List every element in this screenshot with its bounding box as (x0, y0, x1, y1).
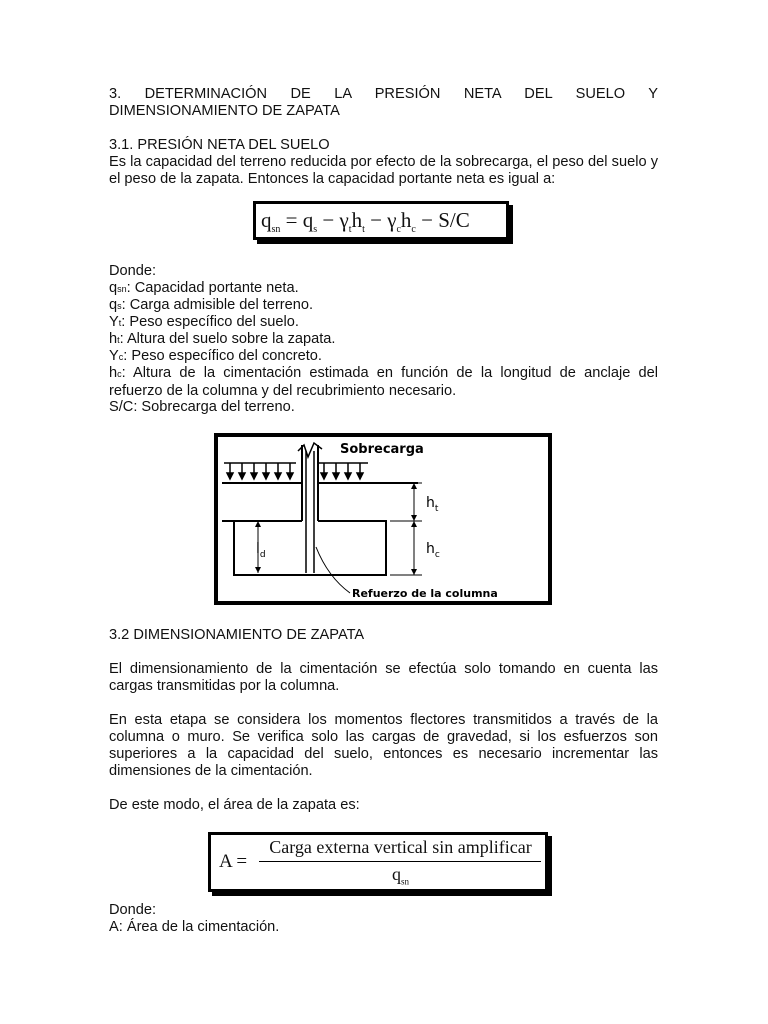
surcharge-arrows-right (318, 463, 368, 479)
formula-minus-2: − (370, 208, 382, 232)
section-32-paragraph-1: El dimensionamiento de la cimentación se efectúa solo tomando en cuenta las cargas transmitidas por la columna. (109, 661, 658, 694)
label-ht-sub: t (434, 504, 439, 514)
formula-qsn-sub: sn (271, 224, 281, 236)
footing-diagram (214, 433, 552, 605)
ht-arrow-bottom (411, 515, 417, 521)
label-ht (426, 495, 439, 514)
def-subscript: c (118, 352, 124, 362)
definition-sc (109, 399, 658, 416)
def-text: : Peso específico del suelo. (121, 314, 299, 330)
formula-gamma-t-sub: t (348, 224, 352, 236)
formula-equals: = (285, 208, 298, 232)
label-sobrecarga: Sobrecarga (340, 442, 424, 457)
hc-arrow-top (411, 521, 417, 527)
label-ld-base: l (256, 541, 260, 557)
section-32-paragraph-3: De este modo, el área de la zapata es: (109, 797, 360, 813)
def-subscript: sn (117, 284, 127, 294)
definition-yc (109, 348, 658, 366)
def-symbol: h (109, 331, 118, 347)
definition-qsn (109, 280, 658, 298)
def-text: : Peso específico del concreto. (123, 348, 322, 364)
def-text: : Carga admisible del terreno. (121, 297, 314, 313)
def-subscript: t (117, 335, 120, 345)
section-3-heading-line2: DIMENSIONAMIENTO DE ZAPATA (109, 103, 340, 119)
label-refuerzo: Refuerzo de la columna (352, 587, 498, 600)
net-pressure-formula (253, 201, 509, 240)
hc-arrow-bottom (411, 569, 417, 575)
area-formula-numerator: Carga externa vertical sin amplificar (269, 837, 532, 857)
def-subscript: c (117, 369, 122, 379)
label-hc-base: h (426, 541, 435, 557)
donde-label-2: Donde: (109, 902, 157, 918)
def-subscript: t (118, 318, 122, 328)
area-formula (208, 832, 548, 892)
formula-qsn: q (261, 208, 272, 232)
area-formula-lhs: A = (219, 851, 248, 872)
def-symbol: S/C (109, 399, 134, 415)
def-subscript: s (117, 301, 122, 311)
section-31-intro: Es la capacidad del terreno reducida por efecto de la sobrecarga, el peso del suelo y el peso de la zapata. Entonces la capacidad portante neta es igual a: (109, 154, 658, 187)
label-ld (256, 541, 266, 560)
label-hc (426, 541, 440, 560)
formula-expression (261, 207, 470, 243)
ld-arrow-bottom (255, 567, 261, 573)
footing-diagram-svg (218, 437, 548, 601)
refuerzo-leader-line (316, 547, 350, 593)
area-formula-denominator (258, 864, 543, 887)
formula-gamma-c: γ (387, 208, 397, 232)
def-symbol: Y (109, 314, 119, 330)
definition-area: A: Área de la cimentación. (109, 919, 280, 935)
def-symbol: q (109, 297, 118, 313)
formula-hc: h (400, 208, 412, 232)
formula-sc: − S/C (421, 208, 470, 232)
label-ld-sub: d (259, 550, 266, 560)
definition-qs (109, 297, 658, 315)
area-formula-fraction-bar (259, 861, 541, 862)
def-text: : Altura de la cimentación estimada en función de la longitud de anclaje del refuerzo de la columna y del recubrimiento necesario. (109, 365, 658, 399)
def-text: : Capacidad portante neta. (126, 280, 299, 296)
def-text: : Altura del suelo sobre la zapata. (119, 331, 336, 347)
formula-gamma-c-sub: c (396, 224, 401, 236)
section-3-heading-line1: 3. DETERMINACIÓN DE LA PRESIÓN NETA DEL SUELO Y (109, 86, 658, 102)
section-32-heading: 3.2 DIMENSIONAMIENTO DE ZAPATA (109, 627, 365, 643)
definition-hc (109, 365, 658, 400)
definition-ht (109, 331, 658, 349)
formula-ht: h (351, 208, 363, 232)
formula-minus-1: − (322, 208, 335, 232)
section-32-paragraph-2: En esta etapa se considera los momentos flectores transmitidos a través de la columna o muro. Se verifica solo las cargas de gravedad, si los esfuerzos son superiores a la capacidad del suelo, entonces es necesario incrementar las dimensiones de la cimentación. (109, 712, 658, 779)
formula-qs-sub: s (313, 224, 318, 236)
formula-hc-sub: c (411, 224, 416, 236)
formula-ht-sub: t (362, 224, 365, 236)
area-formula-den-sub: sn (400, 876, 409, 887)
definition-yt (109, 314, 658, 332)
section-31-heading: 3.1. PRESIÓN NETA DEL SUELO (109, 137, 330, 153)
def-symbol: q (109, 280, 118, 296)
def-symbol: Y (109, 348, 119, 364)
def-symbol: h (109, 365, 118, 381)
formula-qs: q (302, 208, 314, 232)
donde-label-1: Donde: (109, 263, 157, 279)
area-formula-den-base: q (391, 864, 401, 884)
def-text: : Sobrecarga del terreno. (133, 399, 295, 415)
formula-gamma-t: γ (339, 208, 349, 232)
label-hc-sub: c (434, 550, 440, 560)
label-ht-base: h (426, 495, 435, 511)
surcharge-arrows-left (224, 463, 296, 479)
